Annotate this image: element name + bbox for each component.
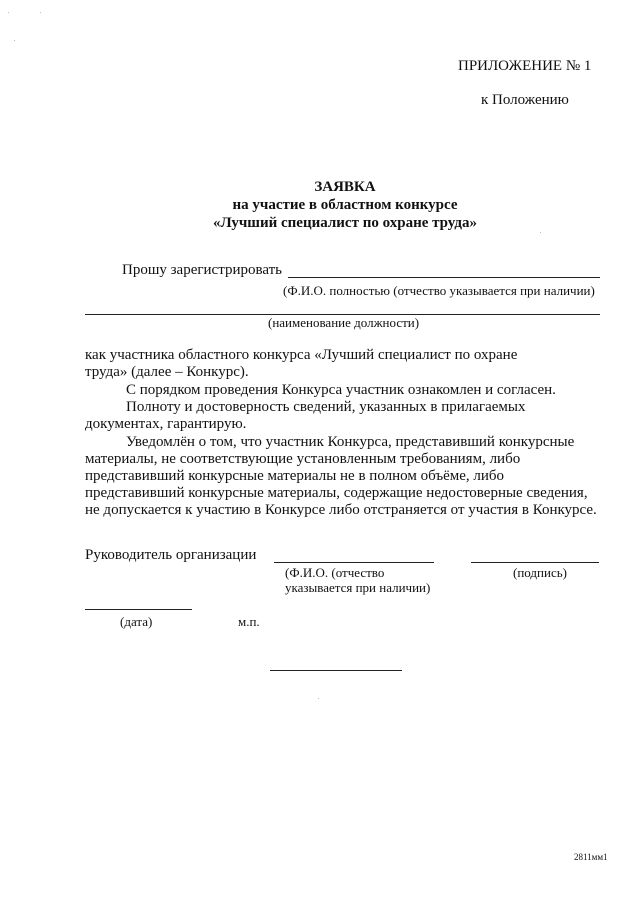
head-fio-line[interactable]: [274, 562, 434, 563]
document-title: ЗАЯВКА: [314, 179, 376, 195]
paragraph-1-line-2: труда» (далее – Конкурс).: [85, 364, 249, 380]
paragraph-4-line-4: представивший конкурсные материалы, содержащие недостоверные сведения,: [85, 485, 588, 501]
position-hint: (наименование должности): [268, 315, 420, 330]
paragraph-4-line-1: Уведомлён о том, что участник Конкурса, представивший конкурсные: [126, 434, 575, 450]
head-fio-hint-2: указывается при наличии): [285, 580, 431, 595]
signature-line[interactable]: [471, 562, 599, 563]
scan-speck: [40, 12, 41, 13]
head-label: Руководитель организации: [85, 547, 257, 563]
paragraph-2: С порядком проведения Конкурса участник ознакомлен и согласен.: [126, 382, 556, 398]
signature-hint: (подпись): [513, 565, 567, 580]
stamp-label: м.п.: [238, 614, 260, 629]
title-subline: на участие в областном конкурсе: [232, 197, 458, 213]
date-line[interactable]: [85, 609, 192, 610]
extra-signature-line: [270, 670, 402, 671]
scan-speck: [318, 698, 319, 699]
fio-hint: (Ф.И.О. полностью (отчество указывается при наличии): [283, 283, 595, 298]
date-hint: (дата): [120, 614, 153, 629]
contest-name: «Лучший специалист по охране труда»: [213, 215, 477, 231]
paragraph-3-line-2: документах, гарантирую.: [85, 416, 247, 432]
paragraph-1-line-1: как участника областного конкурса «Лучший специалист по охране: [85, 347, 518, 363]
regulation-label: к Положению: [481, 92, 569, 108]
head-fio-hint-1: (Ф.И.О. (отчество: [285, 565, 385, 580]
paragraph-4-line-2: материалы, не соответствующие установленным требованиям, либо: [85, 451, 521, 467]
scan-speck: [14, 40, 15, 41]
scan-speck: [540, 232, 541, 233]
document-code: 2811мм1: [574, 852, 608, 862]
fio-input-line[interactable]: [288, 277, 600, 278]
paragraph-4-line-3: представивший конкурсные материалы не в полном объёме, либо: [85, 468, 505, 484]
paragraph-4-line-5: не допускается к участию в Конкурсе либо отстраняется от участия в Конкурсе.: [85, 502, 597, 518]
paragraph-3-line-1: Полноту и достоверность сведений, указанных в прилагаемых: [126, 399, 526, 415]
register-label: Прошу зарегистрировать: [122, 262, 283, 278]
scan-speck: [8, 12, 9, 13]
appendix-label: ПРИЛОЖЕНИЕ № 1: [458, 58, 592, 74]
